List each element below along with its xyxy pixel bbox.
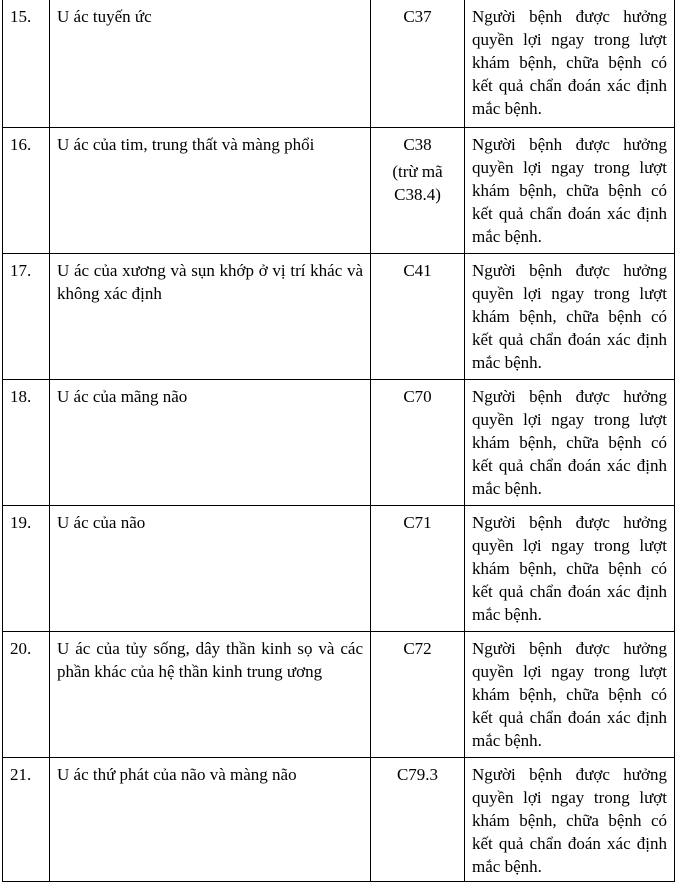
row-number: 16. [3, 127, 50, 253]
disease-name: U ác của tủy sống, dây thần kinh sọ và các phần khác của hệ thần kinh trung ương [50, 631, 371, 757]
disease-table [2, 0, 675, 882]
icd-code: C70 [403, 386, 432, 406]
benefit-condition: Người bệnh được hưởng quyền lợi ngay trong lượt khám bệnh, chữa bệnh có kết quả chẩn đoán xác định mắc bệnh. [465, 757, 675, 881]
icd-code-note: (trừ mã C38.4) [392, 161, 443, 204]
icd-code: C37 [403, 7, 432, 26]
table-row [3, 253, 675, 379]
disease-name: U ác tuyến ức [50, 0, 371, 127]
icd-code-cell [371, 0, 465, 127]
disease-name: U ác của não [50, 505, 371, 631]
icd-code-cell [371, 631, 465, 757]
disease-table-body [3, 0, 675, 881]
icd-code-cell [371, 253, 465, 379]
icd-code-cell [371, 505, 465, 631]
table-row [3, 127, 675, 253]
benefit-condition: Người bệnh được hưởng quyền lợi ngay trong lượt khám bệnh, chữa bệnh có kết quả chẩn đoán xác định mắc bệnh. [465, 0, 675, 127]
row-number: 19. [3, 505, 50, 631]
benefit-condition: Người bệnh được hưởng quyền lợi ngay trong lượt khám bệnh, chữa bệnh có kết quả chẩn đoán xác định mắc bệnh. [465, 505, 675, 631]
icd-code: C38 [403, 134, 432, 154]
row-number: 18. [3, 379, 50, 505]
benefit-condition: Người bệnh được hưởng quyền lợi ngay trong lượt khám bệnh, chữa bệnh có kết quả chẩn đoán xác định mắc bệnh. [465, 253, 675, 379]
table-row [3, 757, 675, 881]
row-number: 17. [3, 253, 50, 379]
table-row [3, 505, 675, 631]
table-row [3, 631, 675, 757]
table-row [3, 0, 675, 127]
disease-name: U ác thứ phát của não và màng não [50, 757, 371, 881]
row-number: 21. [3, 757, 50, 881]
disease-name: U ác của tim, trung thất và màng phổi [50, 127, 371, 253]
benefit-condition: Người bệnh được hưởng quyền lợi ngay trong lượt khám bệnh, chữa bệnh có kết quả chẩn đoán xác định mắc bệnh. [465, 127, 675, 253]
icd-code-cell [371, 379, 465, 505]
disease-name: U ác của mãng não [50, 379, 371, 505]
icd-code: C79.3 [396, 764, 439, 784]
row-number: 15. [3, 0, 50, 127]
table-row [3, 379, 675, 505]
benefit-condition: Người bệnh được hưởng quyền lợi ngay trong lượt khám bệnh, chữa bệnh có kết quả chẩn đoán xác định mắc bệnh. [465, 631, 675, 757]
icd-code-cell [371, 757, 465, 881]
icd-code: C72 [403, 638, 432, 658]
icd-code: C71 [403, 512, 432, 532]
icd-code: C41 [403, 260, 432, 280]
icd-code-cell [371, 127, 465, 253]
row-number: 20. [3, 631, 50, 757]
benefit-condition: Người bệnh được hưởng quyền lợi ngay trong lượt khám bệnh, chữa bệnh có kết quả chẩn đoán xác định mắc bệnh. [465, 379, 675, 505]
disease-name: U ác của xương và sụn khớp ở vị trí khác và không xác định [50, 253, 371, 379]
